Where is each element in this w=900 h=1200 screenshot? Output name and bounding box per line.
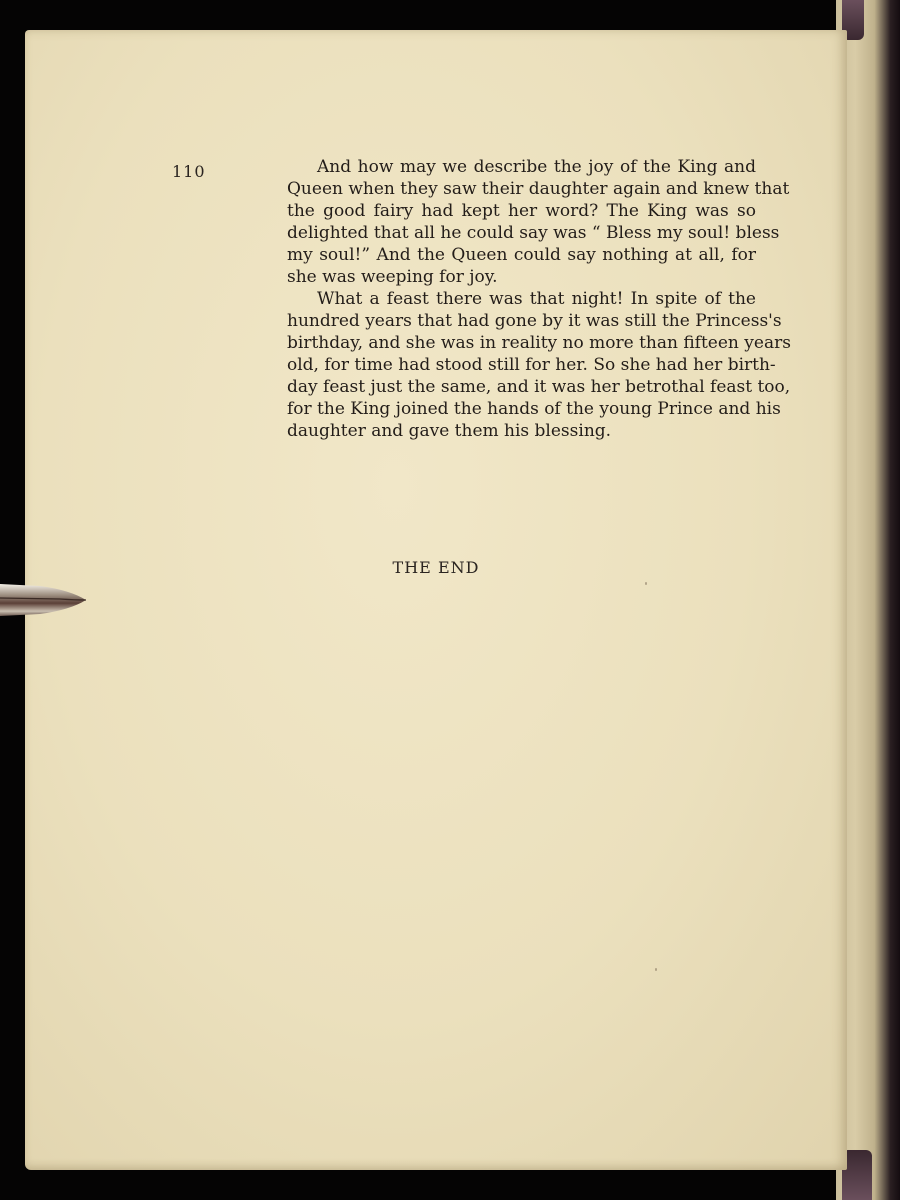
text-line: What a feast there was that night! In spite of the: [317, 289, 756, 309]
text-line: day feast just the same, and it was her betrothal feast too,: [287, 377, 791, 397]
text-line: she was weeping for joy.: [287, 267, 498, 287]
paragraph-2: [256, 288, 791, 442]
book-page: [25, 30, 847, 1170]
page-number: 110: [172, 162, 206, 181]
text-line: the good fairy had kept her word? The King was so: [287, 201, 756, 221]
paper-speck: [645, 582, 647, 585]
text-line: my soul!” And the Queen could say nothing at all, for: [287, 245, 756, 265]
paragraph-1: [256, 156, 790, 288]
text-line: And how may we describe the joy of the King and: [317, 157, 756, 177]
metal-pen-clip-icon: [0, 578, 86, 622]
body-text: [256, 156, 791, 442]
text-line: delighted that all he could say was “ Bless my soul! bless: [287, 223, 780, 243]
text-line: daughter and gave them his blessing.: [287, 421, 612, 441]
closing-the-end: THE END: [392, 558, 480, 577]
text-line: hundred years that had gone by it was still the Princess's: [287, 311, 782, 331]
text-line: birthday, and she was in reality no more than fifteen years: [287, 333, 791, 353]
text-line: for the King joined the hands of the young Prince and his: [287, 399, 781, 419]
text-line: old, for time had stood still for her. So she had her birth-: [287, 355, 776, 375]
text-line: Queen when they saw their daughter again and knew that: [287, 179, 790, 199]
paper-speck: [655, 968, 657, 971]
